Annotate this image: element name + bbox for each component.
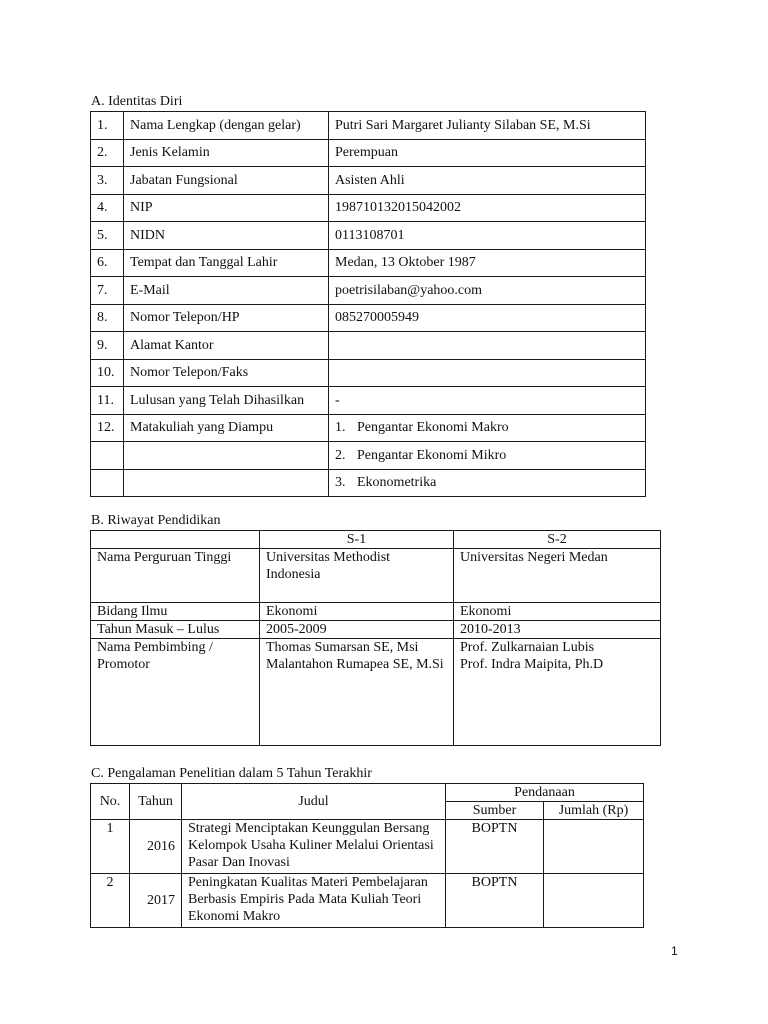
header-s2: S-2 [454, 531, 661, 549]
row-value: 198710132015042002 [329, 194, 646, 222]
table-row [91, 304, 646, 332]
empty-header-cell [91, 531, 260, 549]
research-no: 2 [91, 874, 130, 928]
course-number: 2. [335, 447, 346, 463]
row-value: 085270005949 [329, 304, 646, 332]
row-number: 10. [91, 359, 124, 387]
row-label: Jabatan Fungsional [124, 167, 329, 195]
s2-value: 2010-2013 [454, 621, 661, 639]
row-label: Tempat dan Tanggal Lahir [124, 249, 329, 277]
row-value: poetrisilaban@yahoo.com [329, 277, 646, 305]
empty-cell [91, 442, 124, 470]
table-row [91, 167, 646, 195]
s2-value: Ekonomi [454, 603, 661, 621]
row-label: NIP [124, 194, 329, 222]
row-label: Alamat Kantor [124, 332, 329, 360]
row-label: NIDN [124, 222, 329, 250]
empty-cell [124, 469, 329, 497]
research-source: BOPTN [446, 820, 544, 874]
table-row [91, 222, 646, 250]
course-name: Pengantar Ekonomi Makro [357, 420, 509, 436]
row-value: Putri Sari Margaret Julianty Silaban SE, M.Si [329, 112, 646, 140]
row-number: 4. [91, 194, 124, 222]
course-item [329, 469, 646, 497]
table-row [91, 359, 646, 387]
row-value: Perempuan [329, 139, 646, 167]
course-name: Pengantar Ekonomi Mikro [357, 447, 507, 463]
row-value: Medan, 13 Oktober 1987 [329, 249, 646, 277]
course-item [329, 442, 646, 470]
row-label: Nomor Telepon/Faks [124, 359, 329, 387]
research-title: Strategi Menciptakan Keunggulan Bersang Kelompok Usaha Kuliner Melalui Orientasi Pasar Dan Inovasi [182, 820, 446, 874]
row-number: 2. [91, 139, 124, 167]
table-row [91, 621, 661, 639]
row-label: Nama Perguruan Tinggi [91, 549, 260, 603]
section-b-title: B. Riwayat Pendidikan [91, 513, 221, 528]
table-header-row [91, 531, 661, 549]
row-number: 5. [91, 222, 124, 250]
section-a-title: A. Identitas Diri [91, 94, 183, 109]
table-row [91, 469, 646, 497]
research-no: 1 [91, 820, 130, 874]
header-s1: S-1 [260, 531, 454, 549]
table-row [91, 442, 646, 470]
row-label: Tahun Masuk – Lulus [91, 621, 260, 639]
row-number: 12. [91, 414, 124, 442]
row-number: 6. [91, 249, 124, 277]
table-row [91, 603, 661, 621]
empty-cell [91, 469, 124, 497]
row-number: 8. [91, 304, 124, 332]
table-row [91, 139, 646, 167]
row-label: Lulusan yang Telah Dihasilkan [124, 387, 329, 415]
course-name: Ekonometrika [357, 475, 437, 491]
course-item [329, 414, 646, 442]
row-value [329, 359, 646, 387]
course-number: 1. [335, 420, 346, 436]
s1-value: Ekonomi [260, 603, 454, 621]
research-amount [544, 820, 644, 874]
table-row [91, 112, 646, 140]
table-row [91, 820, 644, 874]
header-no: No. [91, 784, 130, 820]
header-pendanaan: Pendanaan [446, 784, 644, 802]
s1-value: Universitas Methodist Indonesia [260, 549, 454, 603]
research-year: 2017 [130, 874, 182, 928]
row-label: Bidang Ilmu [91, 603, 260, 621]
course-number: 3. [335, 475, 346, 491]
table-row [91, 874, 644, 928]
row-number: 1. [91, 112, 124, 140]
row-label: Nomor Telepon/HP [124, 304, 329, 332]
identity-table [90, 111, 646, 497]
section-c-title: C. Pengalaman Penelitian dalam 5 Tahun Terakhir [91, 766, 372, 781]
row-number: 7. [91, 277, 124, 305]
s1-value: Thomas Sumarsan SE, Msi Malantahon Rumapea SE, M.Si [260, 639, 454, 746]
table-row [91, 387, 646, 415]
research-amount [544, 874, 644, 928]
header-judul: Judul [182, 784, 446, 820]
promotor-line: Prof. Zulkarnaian Lubis [460, 640, 595, 655]
table-row [91, 414, 646, 442]
header-tahun: Tahun [130, 784, 182, 820]
empty-cell [124, 442, 329, 470]
row-label: Matakuliah yang Diampu [124, 414, 329, 442]
row-label: Nama Pembimbing / Promotor [91, 639, 260, 746]
row-value: Asisten Ahli [329, 167, 646, 195]
table-row [91, 277, 646, 305]
s2-value: Universitas Negeri Medan [454, 549, 661, 603]
s2-value [454, 639, 661, 746]
row-number: 9. [91, 332, 124, 360]
table-row [91, 639, 661, 746]
research-title: Peningkatan Kualitas Materi Pembelajaran Berbasis Empiris Pada Mata Kuliah Teori Ekonomi Makro [182, 874, 446, 928]
table-row [91, 194, 646, 222]
table-row [91, 332, 646, 360]
row-value: 0113108701 [329, 222, 646, 250]
header-jumlah: Jumlah (Rp) [544, 802, 644, 820]
row-label: E-Mail [124, 277, 329, 305]
row-value: - [329, 387, 646, 415]
row-label: Nama Lengkap (dengan gelar) [124, 112, 329, 140]
s1-value: 2005-2009 [260, 621, 454, 639]
promotor-line: Prof. Indra Maipita, Ph.D [460, 657, 604, 672]
table-row [91, 249, 646, 277]
research-table [90, 783, 644, 928]
row-value [329, 332, 646, 360]
education-table [90, 530, 661, 746]
header-sumber: Sumber [446, 802, 544, 820]
table-row [91, 549, 661, 603]
row-number: 11. [91, 387, 124, 415]
row-number: 3. [91, 167, 124, 195]
table-header-row [91, 784, 644, 802]
page-number: 1 [671, 944, 678, 958]
research-source: BOPTN [446, 874, 544, 928]
research-year: 2016 [130, 820, 182, 874]
row-label: Jenis Kelamin [124, 139, 329, 167]
